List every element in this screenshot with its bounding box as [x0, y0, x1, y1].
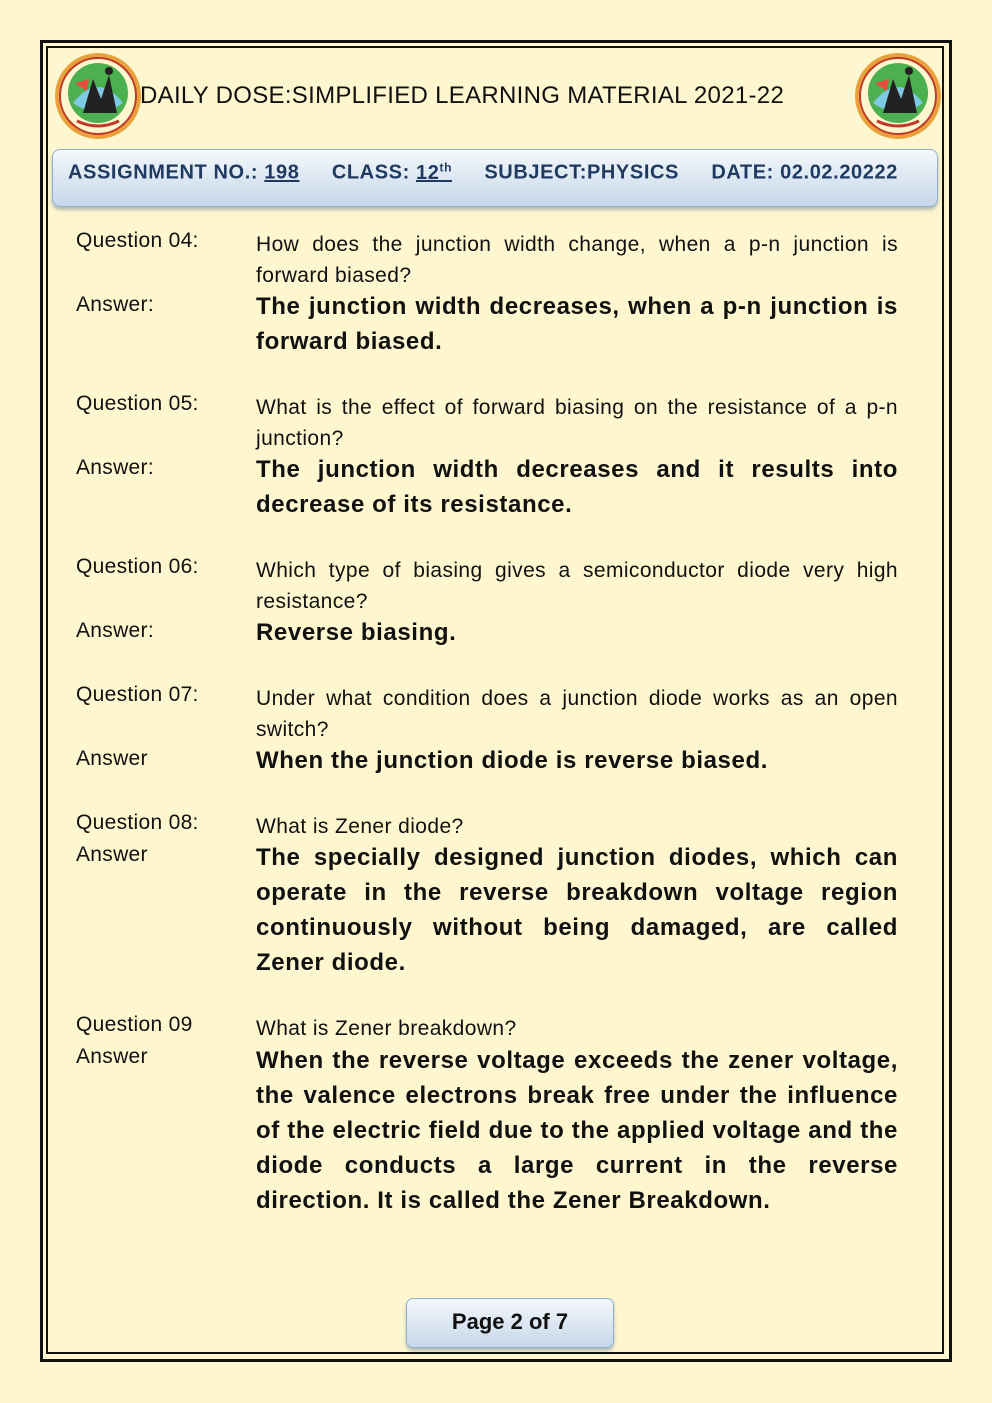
answer-text: The specially designed junction diodes, which can operate in the reverse breakdown voltage region continuously without being damaged, are called Zener diode.: [256, 844, 898, 976]
answer-text: When the reverse voltage exceeds the zener voltage, the valence electrons break free under the influence of the electric field due to the applied voltage and the diode conducts a large current in the reverse direction. It is called the Zener Breakdown.: [256, 1047, 898, 1214]
date-label: DATE:: [711, 161, 774, 184]
class-value: 12th: [416, 160, 453, 184]
class-label: CLASS:: [331, 161, 410, 184]
question-label: Question 09: [76, 1013, 193, 1036]
answer-text: Reverse biasing.: [256, 619, 457, 646]
question-label: Question 06:: [76, 555, 199, 578]
question-text: What is Zener breakdown?: [256, 1017, 517, 1040]
answer-text: The junction width decreases, when a p-n junction is forward biased.: [256, 293, 898, 355]
assignment-number: 198: [264, 161, 300, 184]
assignment-label: ASSIGNMENT NO.:: [68, 161, 259, 184]
question-text: How does the junction width change, when a p-n junction is forward biased?: [256, 233, 898, 287]
answer-text: The junction width decreases and it results into decrease of its resistance.: [256, 456, 898, 518]
question-text: What is Zener diode?: [256, 815, 464, 838]
subject-label: SUBJECT:: [484, 161, 587, 184]
answer-label: Answer:: [76, 293, 154, 316]
subject-value: PHYSICS: [586, 161, 679, 184]
answer-label: Answer:: [76, 456, 154, 479]
question-label: Question 05:: [76, 392, 199, 415]
question-text: Which type of biasing gives a semiconductor diode very high resistance?: [256, 559, 898, 613]
school-emblem-icon: [53, 51, 143, 141]
question-label: Question 04:: [76, 229, 199, 252]
question-text: What is the effect of forward biasing on the resistance of a p-n junction?: [256, 396, 898, 450]
page-indicator: Page 2 of 7: [406, 1298, 614, 1348]
answer-label: Answer: [76, 747, 148, 770]
question-text: Under what condition does a junction diode works as an open switch?: [256, 687, 898, 741]
answer-text: When the junction diode is reverse biased.: [256, 747, 768, 774]
answer-label: Answer: [76, 843, 148, 866]
question-label: Question 08:: [76, 811, 199, 834]
date-value: 02.02.20222: [780, 161, 898, 184]
question-label: Question 07:: [76, 683, 199, 706]
page-title: DAILY DOSE:SIMPLIFIED LEARNING MATERIAL 2021-22: [140, 82, 785, 109]
answer-label: Answer:: [76, 619, 154, 642]
answer-label: Answer: [76, 1045, 148, 1068]
school-emblem-icon: [853, 51, 943, 141]
assignment-info: [68, 160, 928, 185]
